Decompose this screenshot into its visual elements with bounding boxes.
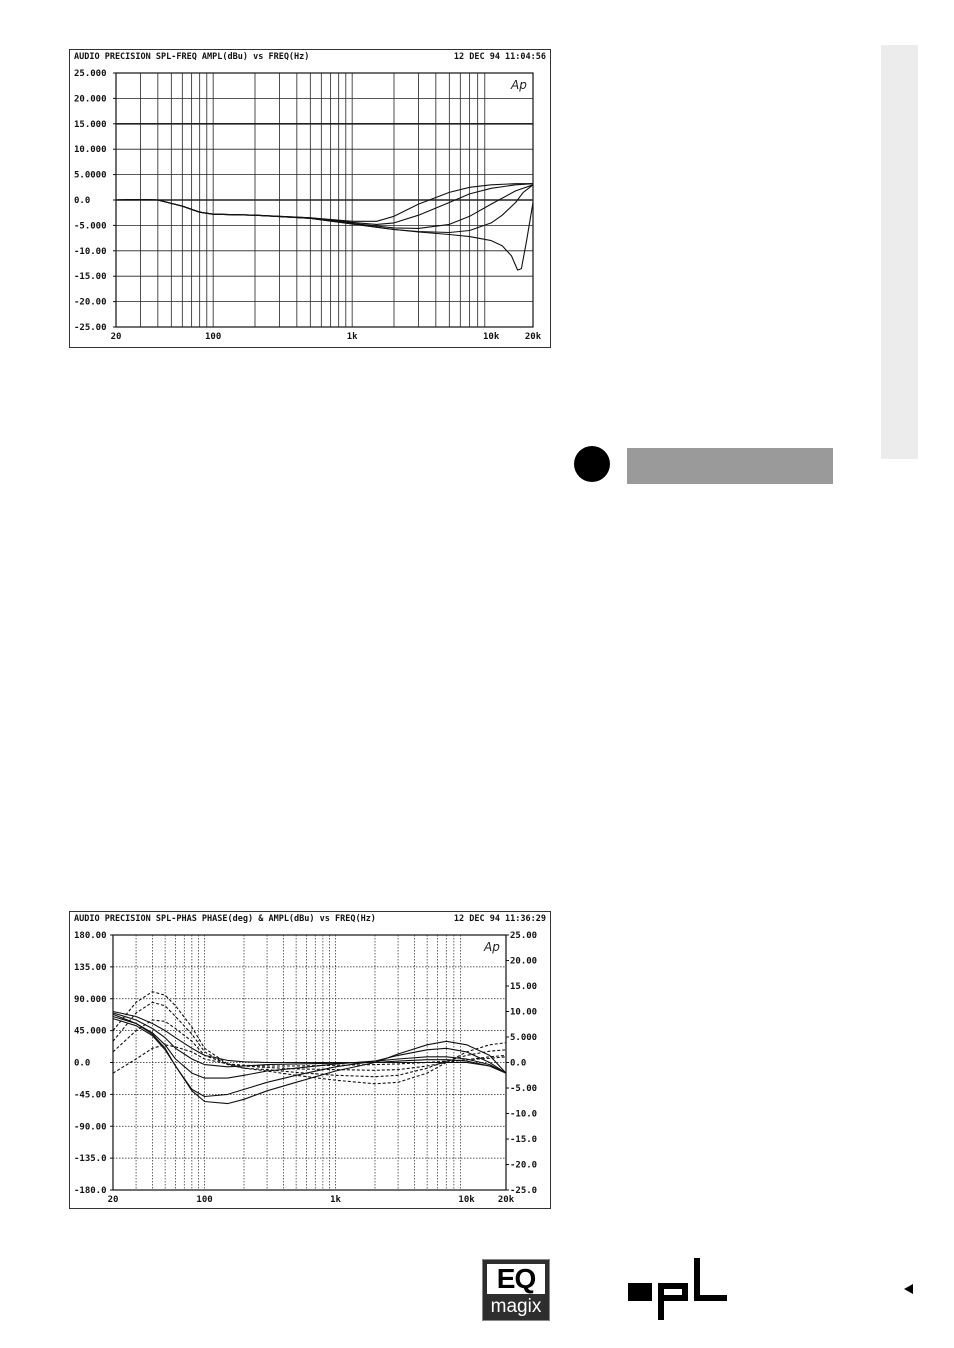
phase-plot — [70, 912, 550, 1208]
ap-mark: Ap — [511, 78, 527, 92]
y-tick-label: 90.000 — [74, 994, 107, 1005]
series-line — [116, 185, 533, 229]
section-heading-bar — [627, 448, 833, 484]
x-tick-label: 1k — [330, 1195, 341, 1205]
series-line — [113, 1013, 506, 1073]
y-tick-label: 10.000 — [74, 145, 107, 156]
eq-logo-bottom: magix — [490, 1296, 542, 1317]
y2-tick-label: -25.0 — [510, 1186, 538, 1196]
ap-mark: Ap — [484, 940, 500, 954]
y2-tick-label: 10.00 — [510, 1007, 538, 1018]
y-tick-label: -45.00 — [74, 1090, 107, 1101]
y-tick-label: -135.0 — [74, 1154, 107, 1165]
y2-tick-label: 5.000 — [510, 1033, 538, 1043]
y2-tick-label: -20.0 — [510, 1160, 538, 1171]
y2-tick-label: -10.0 — [510, 1109, 538, 1120]
y2-tick-label: -15.0 — [510, 1135, 538, 1145]
eq-logo-top: EQ — [487, 1264, 545, 1294]
x-tick-label: 20 — [110, 332, 122, 342]
x-tick-label: 10k — [458, 1195, 475, 1205]
y2-tick-label: 20.00 — [510, 956, 538, 967]
x-tick-label: 100 — [205, 332, 222, 342]
y-tick-label: 135.00 — [74, 962, 107, 973]
y-tick-label: 0.0 — [74, 1058, 91, 1069]
chart-timestamp: 12 DEC 94 11:36:29 — [453, 914, 546, 924]
x-tick-label: 100 — [196, 1195, 213, 1205]
x-tick-label: 20 — [107, 1195, 119, 1205]
amplitude-frequency-chart — [69, 49, 551, 348]
y2-tick-label: -5.00 — [510, 1084, 538, 1094]
side-tab — [881, 45, 918, 459]
y-tick-label: 20.000 — [74, 94, 107, 105]
amplitude-plot — [70, 50, 550, 347]
x-tick-label: 1k — [346, 332, 358, 342]
y-tick-label: 15.000 — [74, 119, 107, 130]
previous-page-arrow-icon[interactable] — [904, 1284, 913, 1294]
y2-tick-label: 15.00 — [510, 982, 538, 992]
spl-logo — [626, 1256, 730, 1322]
y-tick-label: 0.0 — [74, 196, 91, 206]
y-tick-label: -20.00 — [74, 297, 107, 308]
y-tick-label: -10.00 — [74, 246, 107, 257]
x-tick-label: 20k — [497, 1195, 515, 1205]
y-tick-label: -15.00 — [74, 272, 107, 283]
chart-timestamp: 12 DEC 94 11:04:56 — [453, 52, 546, 62]
y2-tick-label: 0.0 — [510, 1058, 527, 1069]
y-tick-label: -5.000 — [74, 221, 107, 232]
section-bullet — [574, 446, 610, 482]
phase-frequency-chart — [69, 911, 551, 1209]
chart-title: AUDIO PRECISION SPL-PHAS PHASE(deg) & AMPL(dBu) vs FREQ(Hz) — [74, 914, 376, 924]
series-line — [116, 200, 533, 271]
y-tick-label: -180.0 — [74, 1186, 107, 1196]
y-tick-label: 180.00 — [74, 931, 107, 941]
y-tick-label: 45.000 — [74, 1026, 107, 1037]
series-line — [113, 992, 506, 1084]
y-tick-label: -90.00 — [74, 1122, 107, 1133]
eq-magix-logo — [482, 1259, 550, 1321]
y2-tick-label: 25.00 — [510, 931, 538, 941]
y-tick-label: 5.0000 — [74, 170, 107, 181]
chart-title: AUDIO PRECISION SPL-FREQ AMPL(dBu) vs FREQ(Hz) — [74, 52, 310, 62]
x-tick-label: 10k — [483, 332, 500, 342]
y-tick-label: -25.00 — [74, 323, 107, 333]
x-tick-label: 20k — [524, 332, 542, 342]
series-line — [116, 184, 533, 225]
y-tick-label: 25.000 — [74, 69, 107, 79]
